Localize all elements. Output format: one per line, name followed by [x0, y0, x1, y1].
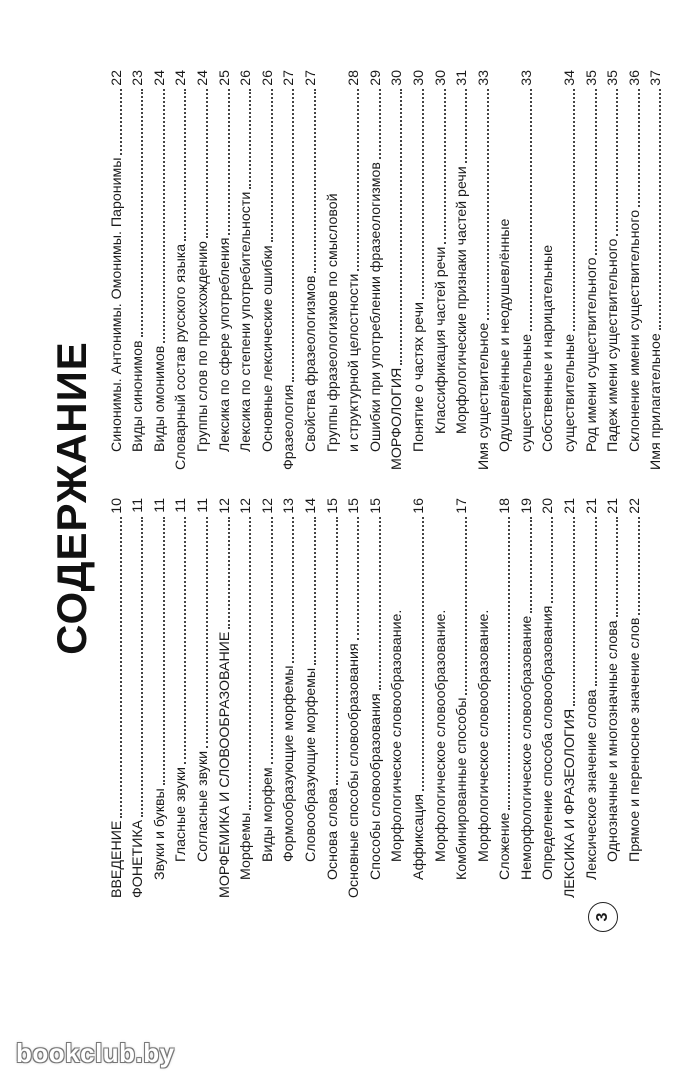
toc-entry-title: Однозначные и многозначные слова [605, 620, 622, 862]
toc-entry [126, 498, 148, 898]
toc-entry [255, 70, 277, 470]
toc-leader-dots [530, 517, 532, 613]
toc-entry [363, 70, 385, 470]
toc-entry-page: 20 [540, 498, 557, 514]
toc-entry-title: Морфологическое словообразование. [475, 609, 492, 862]
toc-entry-page: 10 [108, 498, 125, 514]
toc-entry-title: Фразеология [281, 384, 298, 470]
toc-entry [622, 498, 644, 898]
toc-entry [601, 70, 623, 470]
toc-entry-page: 22 [626, 498, 643, 514]
toc-leader-dots [314, 89, 316, 273]
toc-entry-title: МОРФОЛОГИЯ [389, 367, 406, 470]
toc-leader-dots [465, 517, 467, 695]
toc-entry [450, 70, 472, 470]
toc-entry [428, 70, 450, 470]
toc-entry [234, 70, 256, 470]
toc-entry-page: 24 [151, 70, 168, 86]
toc-leader-dots [379, 517, 381, 690]
toc-entry [385, 498, 407, 898]
page-number: 3 [588, 902, 618, 932]
toc-entry-title: Основные способы словообразования [346, 643, 363, 898]
toc-entry [536, 498, 558, 898]
toc-entry-title: Виды синонимов [130, 340, 147, 452]
toc-entry-page: 30 [389, 70, 406, 86]
toc-entry-title: Одушевлённые и неодушевлённые [497, 218, 514, 452]
toc-entry-title: и структурной целостности [346, 273, 363, 452]
toc-leader-dots [638, 517, 640, 615]
toc-entry-page: 24 [173, 70, 190, 86]
toc-entry-title: Словообразующие морфемы [302, 667, 319, 862]
toc-entry-page: 33 [518, 70, 535, 86]
toc-leader-dots [487, 89, 489, 320]
toc-entry [320, 70, 342, 470]
toc-leader-dots [120, 517, 122, 818]
toc-leader-dots [595, 89, 597, 255]
toc-entry-title: Формообразующие морфемы [281, 665, 298, 862]
toc-entry-title: существительные [562, 334, 579, 452]
toc-entry-title: Синонимы. Антонимы. Омонимы. Паронимы [108, 157, 125, 452]
toc-entry-title: Прямое и переносное значение слов [626, 617, 643, 862]
toc-entry-page: 22 [108, 70, 125, 86]
toc-entry-page: 21 [562, 498, 579, 514]
toc-entry-title: Род имени существительного [583, 257, 600, 452]
toc-entry [601, 498, 623, 898]
toc-entry [536, 70, 558, 470]
toc-entry [406, 70, 428, 470]
toc-entry-title: Понятие о частях речи [410, 302, 427, 452]
toc-entry [104, 70, 126, 470]
toc-leader-dots [163, 89, 165, 343]
toc-leader-dots [357, 517, 359, 640]
toc-entry [514, 498, 536, 898]
toc-leader-dots [573, 517, 575, 706]
toc-entry [212, 498, 234, 898]
toc-entry-title: Согласные звуки [194, 750, 211, 862]
toc-entry-title: Падеж имени существительного [605, 238, 622, 452]
toc-entry-page: 18 [497, 498, 514, 514]
toc-entry-page: 34 [562, 70, 579, 86]
toc-entry-page: 30 [432, 70, 449, 86]
toc-entry-page: 26 [259, 70, 276, 86]
toc-entry-title: Имя существительное [475, 322, 492, 470]
toc-entry [557, 498, 579, 898]
toc-entry-page: 12 [216, 498, 233, 514]
toc-entry-page: 17 [454, 498, 471, 514]
toc-entry [126, 70, 148, 470]
toc-entry-page: 30 [410, 70, 427, 86]
toc-entry [363, 498, 385, 898]
toc-leader-dots [206, 517, 208, 748]
toc-leader-dots [616, 89, 618, 236]
toc-entry-title: Звуки и буквы [151, 788, 168, 880]
toc-entry-page: 31 [454, 70, 471, 86]
toc-leader-dots [530, 89, 532, 331]
toc-entry [342, 70, 364, 470]
toc-entry [190, 70, 212, 470]
toc-entry-title: Группы слов по происхождению [194, 241, 211, 452]
toc-entry-page: 29 [367, 70, 384, 86]
toc-leader-dots [659, 89, 661, 330]
toc-leader-dots [508, 517, 510, 810]
toc-entry-title: Склонение имени существительного [626, 209, 643, 452]
toc-leader-dots [357, 89, 359, 271]
toc-left-column [104, 498, 644, 898]
toc-leader-dots [163, 517, 165, 785]
toc-leader-dots [120, 89, 122, 155]
toc-entry [385, 70, 407, 470]
toc-entry [169, 70, 191, 470]
toc-right-column [104, 70, 665, 470]
toc-entry-title: Группы фразеологизмов по смысловой [324, 193, 341, 452]
toc-entry [450, 498, 472, 898]
toc-entry-title: Комбинированные способы [454, 697, 471, 880]
toc-entry-page: 36 [626, 70, 643, 86]
toc-leader-dots [141, 517, 143, 817]
toc-entry [579, 70, 601, 470]
toc-entry-page: 13 [281, 498, 298, 514]
toc-entry [147, 498, 169, 898]
toc-entry-page: 14 [302, 498, 319, 514]
toc-entry-page: 24 [194, 70, 211, 86]
toc-leader-dots [184, 89, 186, 241]
toc-leader-dots [314, 517, 316, 665]
toc-entry-title: Основные лексические ошибки [259, 245, 276, 452]
toc-entry-title: Лексическое значение слова [583, 689, 600, 880]
toc-entry [406, 498, 428, 898]
toc-leader-dots [206, 89, 208, 238]
toc-entry [493, 70, 515, 470]
toc-leader-dots [595, 517, 597, 686]
toc-entry-page: 21 [605, 498, 622, 514]
toc-entry [471, 70, 493, 470]
toc-entry-page: 15 [367, 498, 384, 514]
toc-entry-title: Способы словообразования [367, 693, 384, 880]
toc-leader-dots [249, 89, 251, 189]
toc-entry-page: 19 [518, 498, 535, 514]
toc-entry-title: Лексика по сфере употребления [216, 237, 233, 452]
toc-entry-page: 11 [194, 498, 211, 513]
toc-entry-page: 26 [238, 70, 255, 86]
toc-entry [493, 498, 515, 898]
toc-entry-title: Свойства фразеологизмов [302, 275, 319, 452]
toc-entry [428, 498, 450, 898]
toc-entry-title: ВВЕДЕНИЕ [108, 820, 125, 898]
toc-entry [514, 70, 536, 470]
toc-leader-dots [141, 89, 143, 338]
toc-entry [320, 498, 342, 898]
toc-entry [255, 498, 277, 898]
page-title: СОДЕРЖАНИЕ [48, 341, 95, 655]
toc-entry-page: 15 [346, 498, 363, 514]
toc-entry-title: Определение способа словообразования [540, 605, 557, 880]
toc-entry-title: Неморфологическое словообразование [518, 615, 535, 880]
toc-entry-page: 15 [324, 498, 341, 514]
toc-entry [622, 70, 644, 470]
toc-entry-title: Лексика по степени употребительности [238, 191, 255, 452]
toc-leader-dots [228, 89, 230, 235]
toc-leader-dots [465, 89, 467, 163]
toc-entry [342, 498, 364, 898]
toc-entry-title: Морфологическое словообразование. [389, 609, 406, 862]
watermark-logo: bookclub.by [16, 1038, 175, 1068]
toc-leader-dots [422, 517, 424, 791]
toc-entry-page: 35 [605, 70, 622, 86]
toc-entry-page: 27 [302, 70, 319, 86]
toc-entry-title: МОРФЕМИКА И СЛОВООБРАЗОВАНИЕ [216, 631, 233, 898]
toc-entry-title: Собственные и нарицательные [540, 244, 557, 452]
toc-entry-page: 12 [238, 498, 255, 514]
toc-leader-dots [379, 89, 381, 159]
rotated-content [40, 58, 665, 938]
toc-entry-page: 11 [151, 498, 168, 513]
toc-entry [147, 70, 169, 470]
toc-entry [471, 498, 493, 898]
toc-entry [557, 70, 579, 470]
toc-entry-page: 16 [410, 498, 427, 514]
toc-leader-dots [638, 89, 640, 207]
toc-leader-dots [444, 89, 446, 244]
toc-entry-title: Морфологическое словообразование. [432, 609, 449, 862]
toc-entry-title: Виды морфем [259, 767, 276, 862]
toc-entry [190, 498, 212, 898]
toc-leader-dots [551, 517, 553, 603]
toc-entry-title: Словарный состав русского языка [173, 243, 190, 470]
toc-entry-page: 12 [259, 498, 276, 514]
toc-entry-title: Морфемы [238, 812, 255, 880]
toc-entry [277, 70, 299, 470]
toc-entry-page: 25 [216, 70, 233, 86]
toc-entry [644, 70, 666, 470]
toc-entry [298, 498, 320, 898]
toc-leader-dots [292, 89, 294, 382]
toc-leader-dots [184, 517, 186, 764]
toc-entry-title: Сложение [497, 812, 514, 880]
toc-entry-title: ЛЕКСИКА И ФРАЗЕОЛОГИЯ [562, 708, 579, 898]
toc-entry-page: 21 [583, 498, 600, 514]
toc-leader-dots [271, 89, 273, 242]
toc-entry [104, 498, 126, 898]
toc-entry-title: Аффиксация [410, 794, 427, 880]
toc-entry-title: Имя прилагательное [648, 333, 665, 470]
toc-leader-dots [400, 89, 402, 365]
toc-entry-page: 35 [583, 70, 600, 86]
toc-leader-dots [249, 517, 251, 810]
toc-entry-page: 28 [346, 70, 363, 86]
toc-entry-title: Морфологические признаки частей речи [454, 166, 471, 434]
toc-entry-title: ФОНЕТИКА [130, 819, 147, 898]
toc-leader-dots [422, 89, 424, 299]
toc-entry-title: Виды омонимов [151, 345, 168, 452]
toc-entry [298, 70, 320, 470]
toc-entry-title: Основа слова [324, 788, 341, 880]
toc-leader-dots [573, 89, 575, 331]
toc-entry-page: 11 [130, 498, 147, 513]
toc-entry-page: 23 [130, 70, 147, 86]
toc-entry [212, 70, 234, 470]
toc-entry-page: 11 [173, 498, 190, 513]
toc-entry-title: существительные [518, 334, 535, 452]
toc-entry [579, 498, 601, 898]
toc-entry-page: 27 [281, 70, 298, 86]
toc-entry [277, 498, 299, 898]
toc-leader-dots [616, 517, 618, 617]
toc-leader-dots [292, 517, 294, 663]
toc-leader-dots [228, 517, 230, 629]
toc-entry [169, 498, 191, 898]
toc-entry-page: 37 [648, 70, 665, 86]
toc-entry-title: Ошибки при употреблении фразеологизмов [367, 162, 384, 452]
toc-leader-dots [336, 517, 338, 785]
toc-leader-dots [271, 517, 273, 764]
toc-entry-title: Гласные звуки [173, 767, 190, 862]
toc-entry [234, 498, 256, 898]
toc-entry-title: Классификация частей речи [432, 246, 449, 434]
toc-entry-page: 33 [475, 70, 492, 86]
